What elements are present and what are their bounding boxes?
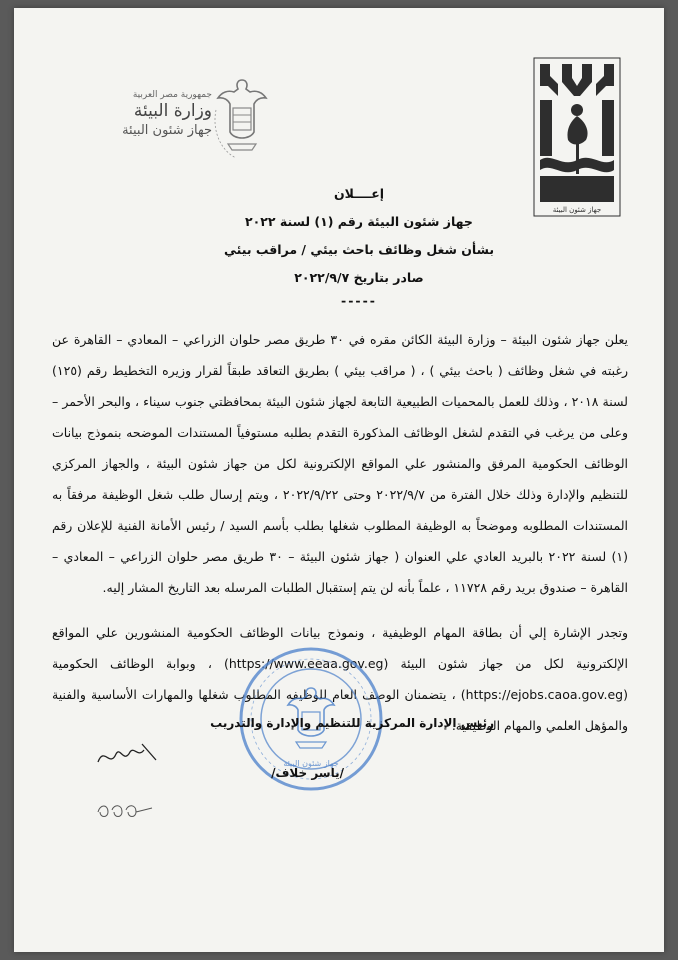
ministry-header xyxy=(102,90,212,140)
egypt-eagle-emblem-icon xyxy=(210,70,274,166)
title-separator: ----- xyxy=(341,293,377,308)
government-name: جمهورية مصر العربية xyxy=(132,90,212,100)
title-line-2: جهاز شئون البيئة رقم (١) لسنة ٢٠٢٢ xyxy=(245,214,473,229)
title-line-4: صادر بتاريخ ٢٠٢٢/٩/٧ xyxy=(294,270,424,285)
agency-name: جهاز شئون البيئة xyxy=(122,123,212,138)
document-page xyxy=(14,8,664,952)
title-line-1: إعــــلان xyxy=(333,186,385,201)
body-paragraph-2: وتجدر الإشارة إلي أن بطاقة المهام الوظيفية ، ونموذج بيانات الوظائف الحكومية المنشورين علي المواقع الإلكترونية لكل من جهاز شئون البيئة (https://www.eeaa.gov.eg) ، وبوابة الوظائف الحكومية (https://ejobs.caoa.gov.eg) ، يتضمنان الوصف العام للوظيفه المطلوب شغلها والمهارات الأساسية والفنية والمؤهل العلمي والمهام الوظيفية. xyxy=(52,625,628,733)
handwritten-signature-icon xyxy=(94,740,164,770)
signatory-title: رئيس الإدارة المركزية للتنظيم والإدارة والتدريب xyxy=(210,716,494,730)
announcement-title xyxy=(134,180,584,310)
title-line-3: بشأن شغل وظائف باحث بيئي / مراقب بيئي xyxy=(223,242,495,257)
logo-caption: جهاز شئون البيئة xyxy=(552,206,602,214)
ministry-name: وزارة البيئة xyxy=(133,101,212,121)
signatory-name: /ياسر خلاف/ xyxy=(271,766,344,780)
stamp-text: جهاز شئون البيئة xyxy=(283,759,339,768)
handwritten-initials-icon xyxy=(92,794,162,824)
body-paragraph-1: يعلن جهاز شئون البيئة – وزارة البيئة الكائن مقره في ٣٠ طريق مصر حلوان الزراعي – المعادي – القاهرة عن رغبته في شغل وظائف ( باحث بيئي ) ، ( مراقب بيئي ) بطريق التعاقد طبقاً لقرار وزيره التخطيط رقم (١٢٥) لسنة ٢٠١٨ ، وذلك للعمل بالمحميات الطبيعية التابعة لجهاز شئون البيئة بمحافظتي جنوب سيناء ، والبحر الأحمر – وعلى من يرغب في التقدم لشغل الوظائف المذكورة التقدم بطلبه مستوفياً المستندات الموضحه بنموذج بيانات الوظائف الحكومية المرفق والمنشور علي المواقع الإلكترونية لكل من جهاز شئون البيئة ، والجهاز المركزي للتنظيم والإدارة وذلك خلال الفترة من ٢٠٢٢/٩/٧ وحتى ٢٠٢٢/٩/٢٢ ، ويتم إرسال طلب شغل الوظيفة مرفقاً به المستندات المطلوبه وموضحاً به الوظيفة المطلوب شغلها بطلب بأسم السيد / رئيس الأمانة الفنية للإعلان رقم (١) لسنة ٢٠٢٢ بالبريد العادي علي العنوان ( جهاز شئون البيئة – ٣٠ طريق مصر حلوان الزراعي – المعادي – القاهرة – صندوق بريد رقم ١١٧٢٨ ، علماً بأنه لن يتم إستقبال الطلبات المرسله بعد التاريخ المشار إليه. xyxy=(52,332,629,595)
